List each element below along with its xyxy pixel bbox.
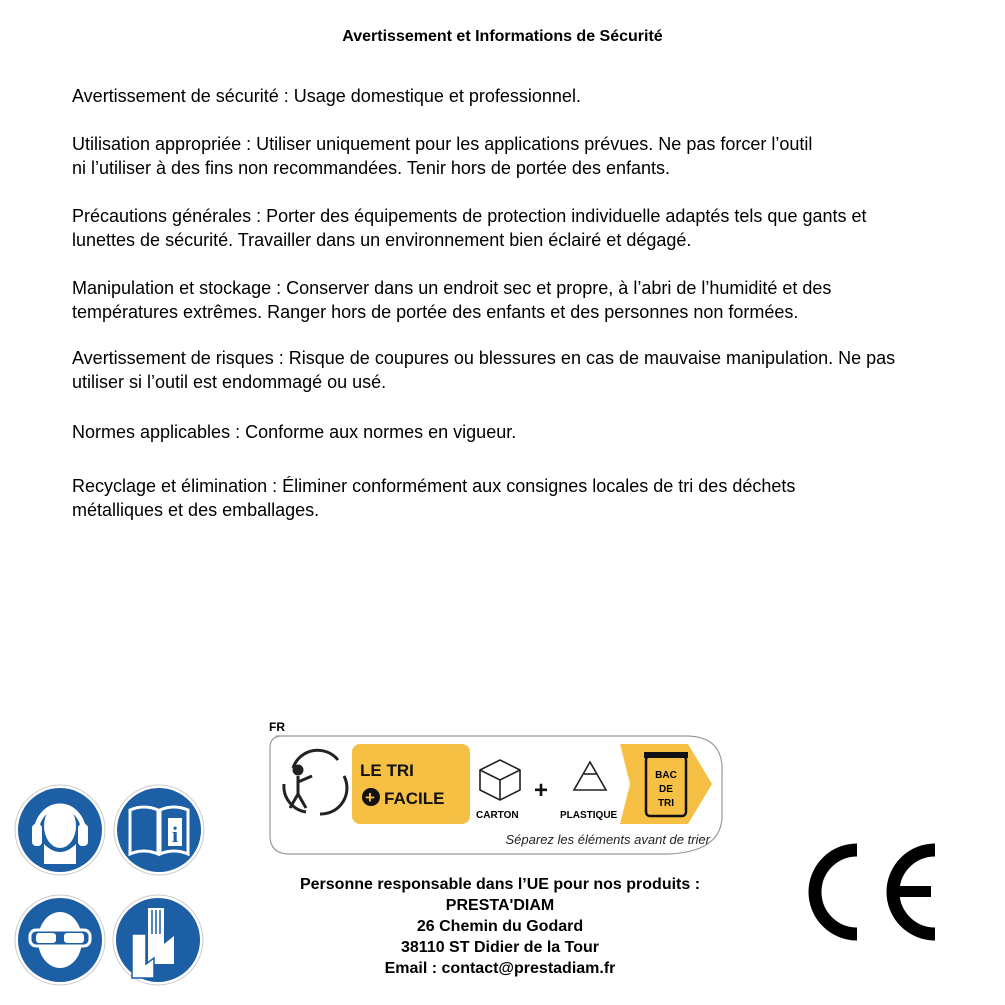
section-recycling: Recyclage et élimination : Éliminer conformément aux consignes locales de tri des déchets métalliques et des emballages. — [72, 476, 796, 520]
company-name: PRESTA'DIAM — [445, 897, 555, 914]
triman-icon — [284, 750, 347, 814]
responsible-person-block — [250, 874, 750, 979]
street-address: 26 Chemin du Godard — [416, 918, 584, 935]
tri-line2: FACILE — [384, 789, 445, 808]
plastique-label: PLASTIQUE — [560, 810, 618, 821]
eye-protection-icon — [14, 894, 106, 986]
svg-text:BAC: BAC — [655, 770, 677, 781]
svg-text:DE: DE — [659, 784, 673, 795]
section-general-precautions: Précautions générales : Porter des équipements de protection individuelle adaptés tels que gants et lunettes de sécurité. Travailler dans un environnement bien éclairé et dégagé. — [72, 206, 867, 250]
city-address: 38110 ST Didier de la Tour — [401, 939, 599, 956]
country-code: FR — [269, 720, 285, 734]
section-risk-warning: Avertissement de risques : Risque de coupures ou blessures en cas de mauvaise manipulation. Ne pas utiliser si l’outil est endommagé ou usé. — [72, 348, 896, 392]
triman-caption: Séparez les éléments avant de trier — [505, 832, 710, 847]
section-appropriate-use: Utilisation appropriée : Utiliser uniquement pour les applications prévues. Ne pas forcer l’outil ni l’utiliser à des fins non recommandées. Tenir hors de portée des enfants. — [72, 134, 813, 178]
svg-text:i: i — [171, 822, 179, 847]
responsible-title: Personne responsable dans l’UE pour nos produits : — [299, 876, 701, 893]
svg-text:TRI: TRI — [657, 798, 675, 809]
svg-text:+: + — [534, 777, 549, 804]
triman-recycling-label — [268, 718, 728, 860]
read-manual-icon — [110, 784, 208, 876]
section-handling-storage: Manipulation et stockage : Conserver dans un endroit sec et propre, à l’abri de l’humidité et des températures extrêmes. Ranger hors de portée des enfants et des personnes non formées. — [72, 278, 832, 322]
page-title: Avertissement et Informations de Sécurité — [342, 28, 663, 45]
ear-protection-icon — [14, 784, 106, 876]
hand-protection-icon — [112, 894, 204, 986]
section-standards: Normes applicables : Conforme aux normes en vigueur. — [72, 422, 517, 442]
svg-text:+: + — [365, 788, 375, 807]
email-address: Email : contact@prestadiam.fr — [384, 960, 616, 977]
carton-label: CARTON — [476, 810, 519, 821]
ce-mark-icon — [795, 840, 945, 944]
tri-line1: LE TRI — [360, 761, 414, 780]
section-safety-warning: Avertissement de sécurité : Usage domestique et professionnel. — [72, 86, 581, 106]
